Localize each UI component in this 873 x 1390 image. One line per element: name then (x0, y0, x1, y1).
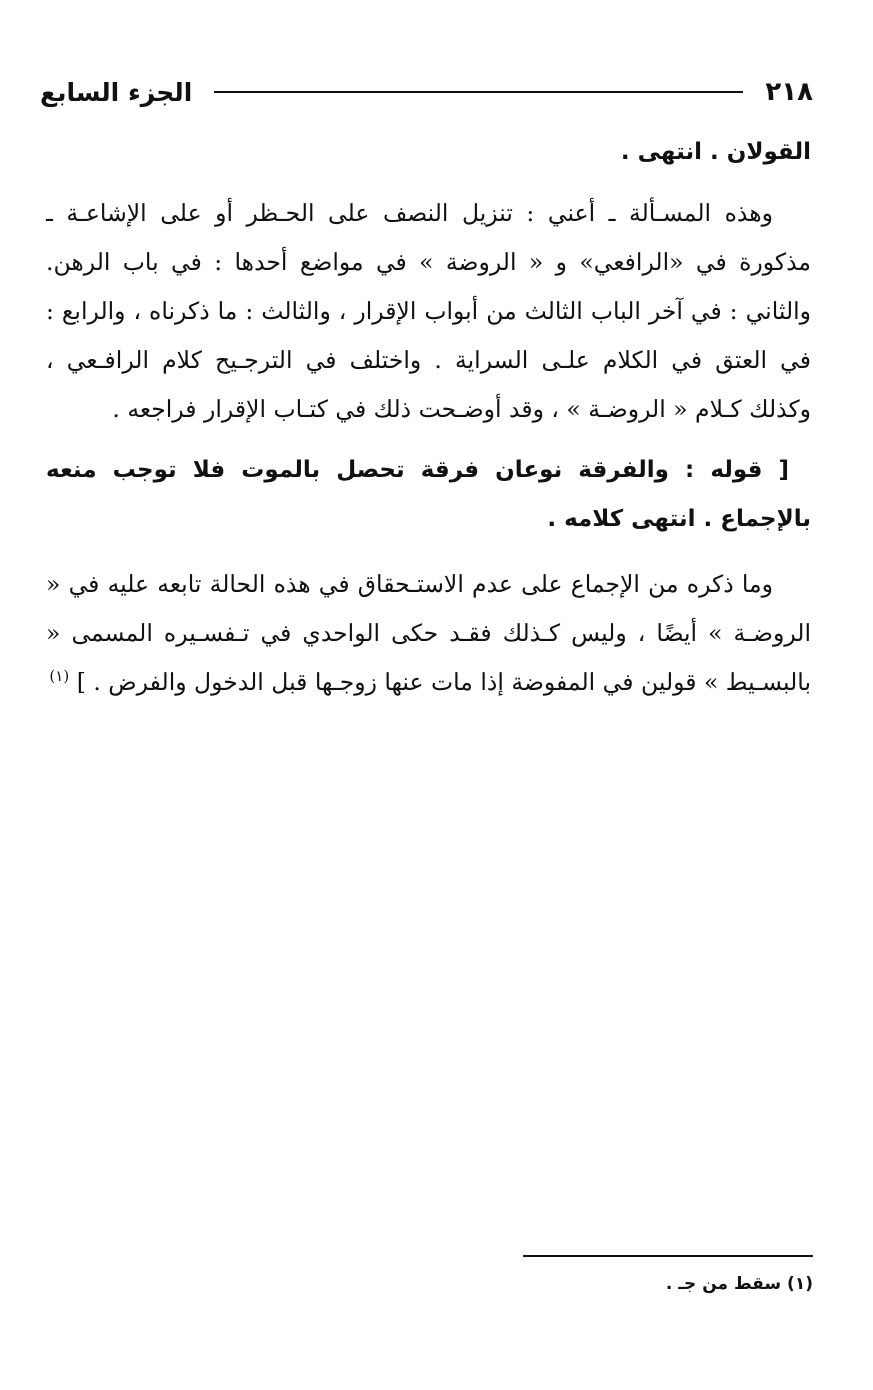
footnote-divider (523, 1255, 813, 1257)
quoted-statement: [ قوله : والفرقة نوعان فرقة تحصل بالموت فلا توجب منعه بالإجماع . انتهى كلامه . (46, 457, 811, 532)
page-header (40, 70, 813, 114)
main-text (46, 128, 811, 719)
paragraph-commentary (46, 560, 811, 707)
page-number: ٢١٨ (765, 77, 813, 107)
paragraph-commentary-text: وما ذكره من الإجماع على عدم الاستـحقاق في هذه الحالة تابعه عليه في « الروضـة » أيضًا ، وليس كـذلك فقـد حكى الواحدي في تـفسـيره المسمى « بالبسـيط » قولين في المفوضة إذا مات عنها زوجـها قبل الدخول والفرض . ] (46, 570, 811, 696)
paragraph-closing: القولان . انتهى . (620, 139, 811, 165)
paragraph-issue: وهذه المسـألة ـ أعني : تنزيل النصف على الحـظر أو على الإشاعـة ـ مذكورة في «الرافعي» و « الروضة » في مواضع أحدها : في باب الرهن. والثاني : في آخر الباب الثالث من أبواب الإقرار ، والثالث : ما ذكرناه ، والرابع : في العتق في الكلام علـى السراية . واختلف في الترجـيح كلام الرافـعي ، وكذلك كـلام « الروضـة » ، وقد أوضـحت ذلك في كتـاب الإقرار فراجعه . (46, 199, 811, 423)
footnote: (١) سقط من جـ . (665, 1274, 813, 1294)
running-title: الجزء السابع (40, 77, 193, 107)
header-divider (214, 91, 743, 93)
footnote-reference: (١) (49, 667, 70, 686)
